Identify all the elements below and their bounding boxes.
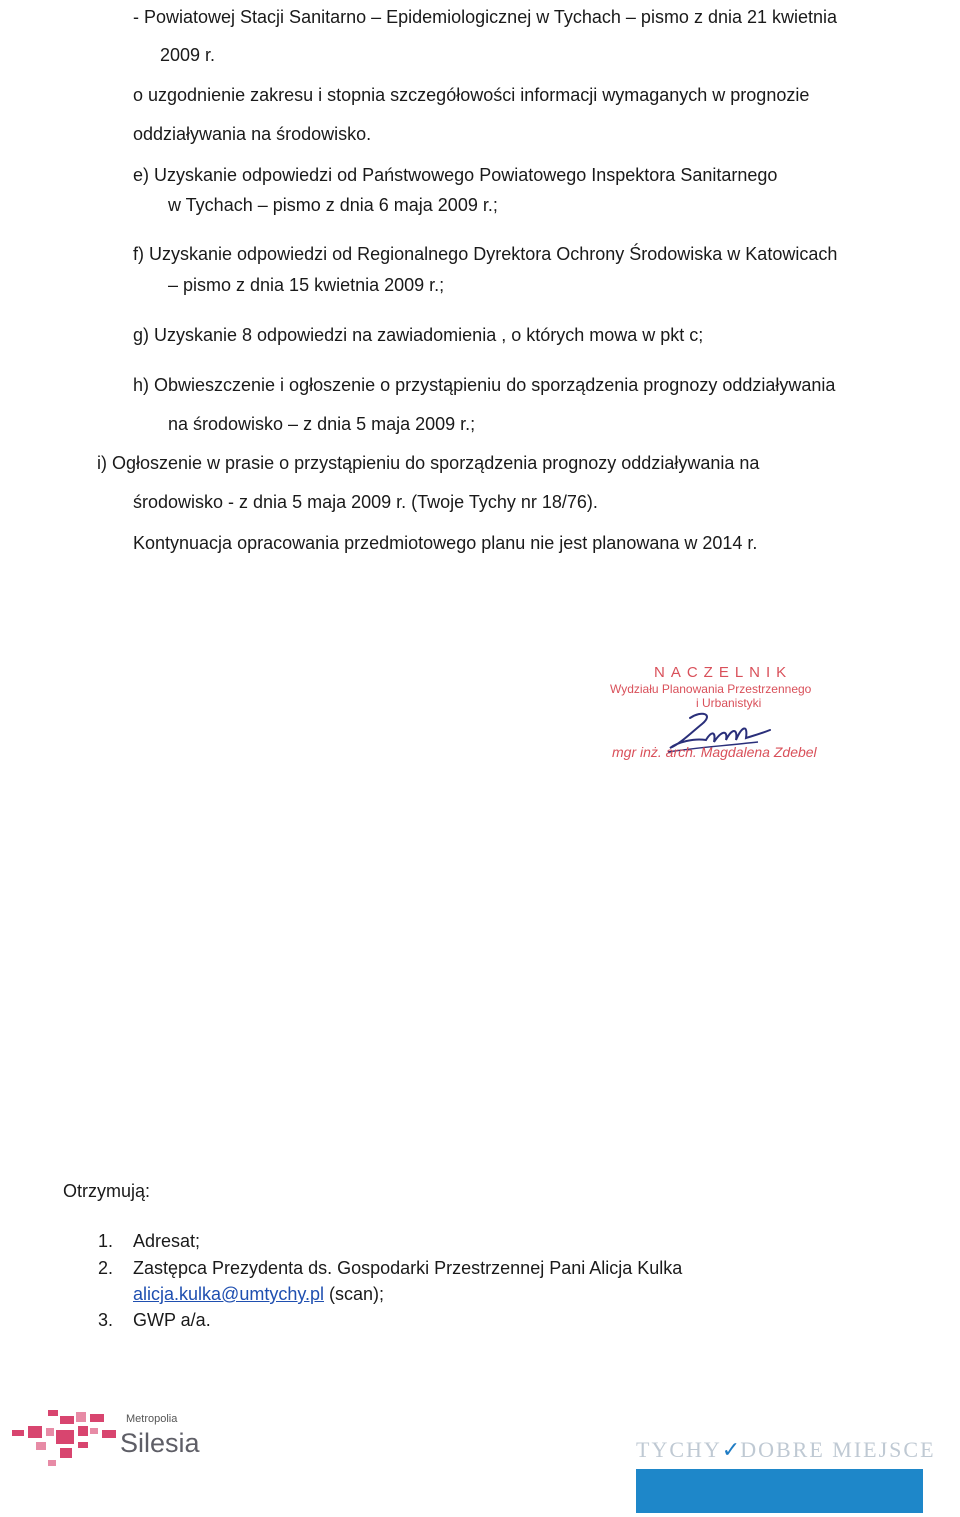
list-item-e: e) Uzyskanie odpowiedzi od Państwowego Powiatowego Inspektora Sanitarnego bbox=[133, 165, 778, 185]
recipient-email-line bbox=[133, 1283, 384, 1305]
text-line: - Powiatowej Stacji Sanitarno – Epidemiologicznej w Tychach – pismo z dnia 21 kwietnia bbox=[133, 7, 838, 27]
stamp-title: NACZELNIK bbox=[654, 664, 793, 681]
text-line: środowisko - z dnia 5 maja 2009 r. (Twoje Tychy nr 18/76). bbox=[133, 492, 598, 512]
recipients-heading: Otrzymują: bbox=[63, 1181, 151, 1201]
stamp-department-2: i Urbanistyki bbox=[696, 696, 762, 710]
recipient-text: GWP a/a. bbox=[133, 1310, 211, 1330]
text-line: o uzgodnienie zakresu i stopnia szczegółowości informacji wymaganych w prognozie bbox=[133, 85, 810, 105]
list-item-h: h) Obwieszczenie i ogłoszenie o przystąpieniu do sporządzenia prognozy oddziaływania bbox=[133, 375, 836, 395]
tychy-slogan-right: DOBRE MIEJSCE bbox=[740, 1437, 936, 1462]
text-line: oddziaływania na środowisko. bbox=[133, 124, 372, 144]
email-suffix: (scan); bbox=[324, 1284, 385, 1304]
metropolia-silesia-logo-mark bbox=[12, 1408, 122, 1468]
list-item-i: i) Ogłoszenie w prasie o przystąpieniu do sporządzenia prognozy oddziaływania na bbox=[97, 453, 760, 473]
text-line: 2009 r. bbox=[160, 45, 216, 65]
signatory-name: mgr inż. arch. Magdalena Zdebel bbox=[612, 744, 817, 760]
metropolia-label: Metropolia bbox=[126, 1413, 178, 1425]
recipient-number: 3. bbox=[98, 1310, 114, 1330]
list-item-f: f) Uzyskanie odpowiedzi od Regionalnego Dyrektora Ochrony Środowiska w Katowicach bbox=[133, 244, 838, 264]
stamp-department: Wydziału Planowania Przestrzennego bbox=[610, 682, 812, 696]
closing-statement: Kontynuacja opracowania przedmiotowego planu nie jest planowana w 2014 r. bbox=[133, 533, 758, 553]
text-line: w Tychach – pismo z dnia 6 maja 2009 r.; bbox=[168, 195, 498, 215]
text-line: – pismo z dnia 15 kwietnia 2009 r.; bbox=[168, 275, 445, 295]
email-link[interactable]: alicja.kulka@umtychy.pl bbox=[133, 1284, 325, 1304]
check-icon: ✓ bbox=[721, 1438, 741, 1463]
recipient-number: 1. bbox=[98, 1231, 114, 1251]
recipient-text: Adresat; bbox=[133, 1231, 201, 1251]
recipient-number: 2. bbox=[98, 1258, 114, 1278]
text-line: na środowisko – z dnia 5 maja 2009 r.; bbox=[168, 414, 476, 434]
silesia-label: Silesia bbox=[120, 1428, 200, 1458]
tychy-slogan-left: TYCHY bbox=[636, 1437, 722, 1462]
recipient-text: Zastępca Prezydenta ds. Gospodarki Przestrzennej Pani Alicja Kulka bbox=[133, 1258, 683, 1278]
list-item-g: g) Uzyskanie 8 odpowiedzi na zawiadomienia , o których mowa w pkt c; bbox=[133, 325, 704, 345]
tychy-blue-bar bbox=[636, 1469, 923, 1513]
tychy-slogan bbox=[636, 1437, 936, 1463]
